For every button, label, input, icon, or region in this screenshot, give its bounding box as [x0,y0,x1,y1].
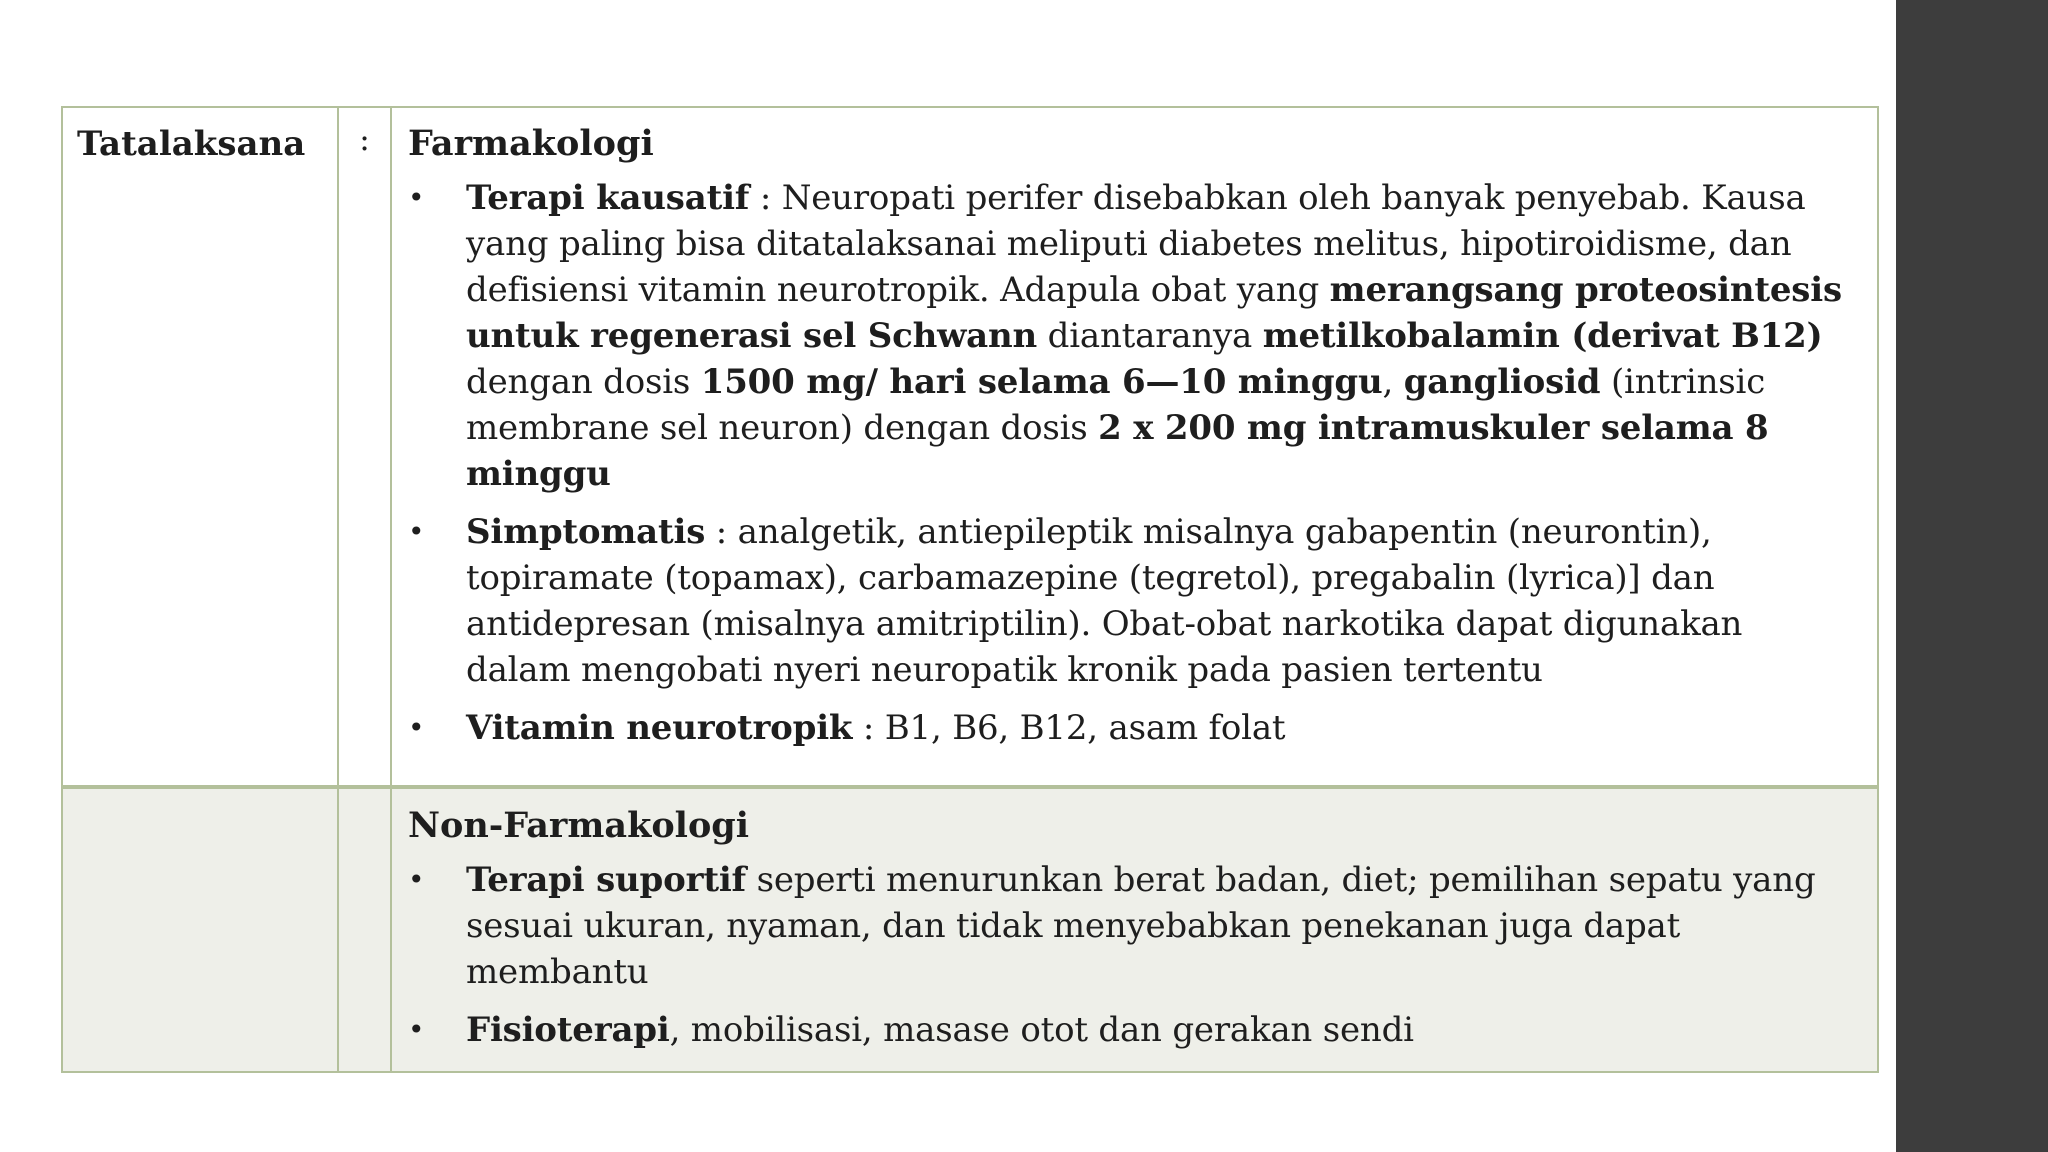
bold-term: 2 x 200 mg intramuskuler selama 8 minggu [466,408,1769,494]
bullet-icon: • [408,181,425,214]
colon-cell [338,107,391,787]
row-label-cell [62,107,338,787]
bullet-icon: • [408,1013,425,1046]
item-text: dengan dosis [466,362,701,402]
item-text: seperti menurunkan berat badan, diet; pemilihan sepatu yang sesuai ukuran, nyaman, dan tidak menyebabkan penekanan juga dapat membantu [466,860,1816,992]
list-item [408,509,1855,693]
list-item [408,705,1855,751]
bold-term: 1500 mg/ hari selama 6—10 minggu [700,362,1383,402]
side-bar [1896,0,2048,1152]
bullet-icon: • [408,515,425,548]
pharmacology-list [408,175,1855,751]
bold-term: Terapi kausatif [466,178,750,218]
item-text: : Neuropati perifer disebabkan oleh banyak penyebab. Kausa yang paling bisa ditatalaksanai meliputi diabetes melitus, hipotiroidisme, dan defisiensi vitamin neurotropik. Adapula obat yang [466,178,1806,310]
management-table [61,106,1879,1073]
table-row [62,787,1878,1072]
list-item [408,175,1855,497]
item-text: (intrinsic membrane sel neuron) dengan dosis [466,362,1766,448]
bold-term: Fisioterapi [466,1010,670,1050]
item-text: , [1382,362,1404,402]
row-label: Tatalaksana [77,124,306,164]
item-text: diantaranya [1037,316,1263,356]
bullet-icon: • [408,863,425,896]
list-item [408,857,1855,995]
bold-term: Vitamin neurotropik [466,708,853,748]
colon-cell [338,787,391,1072]
bold-term: Terapi suportif [466,860,746,900]
section-title-non-pharmacology: Non-Farmakologi [408,805,750,846]
bold-term: gangliosid [1403,362,1601,402]
row-label-cell [62,787,338,1072]
bold-term: Simptomatis [466,512,706,552]
item-text: : analgetik, antiepileptik misalnya gabapentin (neurontin), topiramate (topamax), carbamazepine (tegretol), pregabalin (lyrica)] dan antidepresan (misalnya amitriptilin). Obat-obat narkotika dapat digunakan dalam mengobati nyeri neuropatik kronik pada pasien tertentu [466,512,1743,690]
colon-separator: : [359,120,370,158]
item-text: : B1, B6, B12, asam folat [852,708,1286,748]
content-cell [391,787,1878,1072]
bullet-icon: • [408,711,425,744]
table-row [62,107,1878,787]
section-title-pharmacology: Farmakologi [408,123,654,164]
bold-term: merangsang proteosintesis untuk regenerasi sel Schwann [466,270,1842,356]
list-item [408,1007,1855,1053]
item-text: , mobilisasi, masase otot dan gerakan sendi [669,1010,1414,1050]
content-cell [391,107,1878,787]
non-pharmacology-list [408,857,1855,1053]
bold-term: metilkobalamin (derivat B12) [1262,316,1823,356]
